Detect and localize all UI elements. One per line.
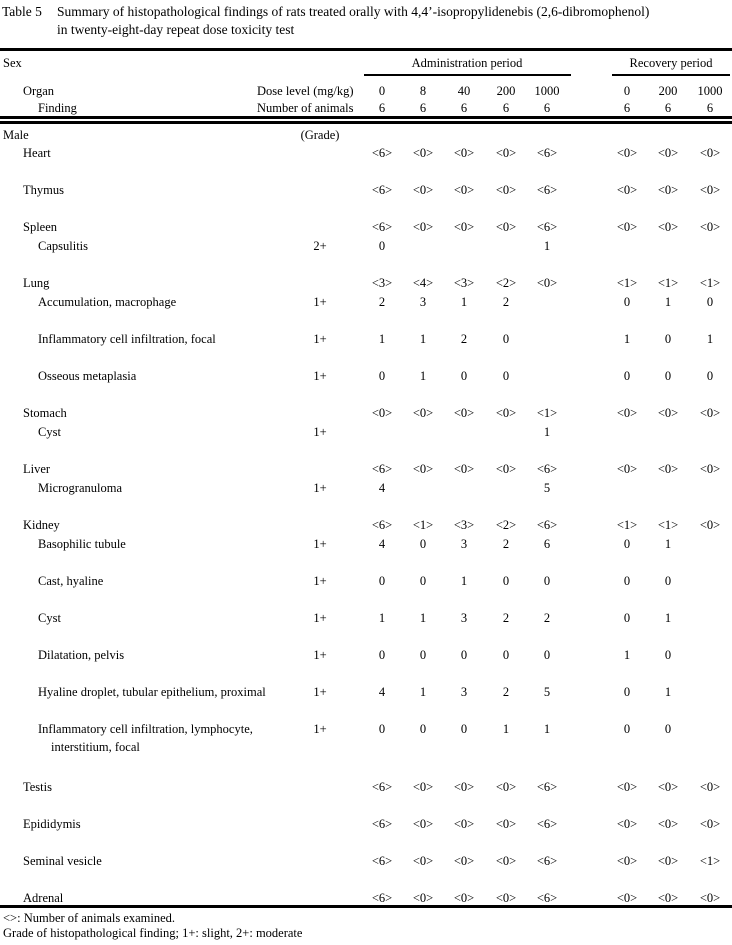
count-cell-value: <0> <box>412 220 434 234</box>
grade-value: 2+ <box>313 239 327 253</box>
count-cell-value: <0> <box>699 518 721 532</box>
count-cell-value: <0> <box>657 183 679 197</box>
admin-animal-count-value: 6 <box>378 101 386 115</box>
count-cell-value: 1 <box>502 722 510 736</box>
count-cell-value: 0 <box>664 574 672 588</box>
count-cell-value: 0 <box>502 332 510 346</box>
count-cell-value: <0> <box>657 854 679 868</box>
count-cell-value: <1> <box>536 406 558 420</box>
table-title-line1: Summary of histopathological findings of rats treated orally with 4,4’-isopropylidenebis (2,6-dibromophenol) <box>57 4 650 19</box>
count-cell-value: <4> <box>412 276 434 290</box>
finding-row-label: Accumulation, macrophage <box>38 295 177 309</box>
count-cell-value: <0> <box>699 406 721 420</box>
count-cell-value: 1 <box>419 685 427 699</box>
count-cell-value: 1 <box>460 295 468 309</box>
organ-row-label: Testis <box>23 780 52 794</box>
count-cell-value: 0 <box>460 648 468 662</box>
count-cell-value: 5 <box>543 685 551 699</box>
count-cell-value: <0> <box>412 183 434 197</box>
administration-period-header: Administration period <box>411 56 523 70</box>
count-cell-value: <0> <box>616 817 638 831</box>
sex-value: Male <box>3 128 29 142</box>
count-cell-value: <0> <box>495 462 517 476</box>
count-cell-value: 6 <box>543 537 551 551</box>
organ-row-label: Heart <box>23 146 51 160</box>
admin-dose-level-value: 40 <box>457 84 471 98</box>
count-cell-value: <0> <box>616 406 638 420</box>
count-cell-value: 0 <box>378 369 386 383</box>
count-cell-value: <2> <box>495 276 517 290</box>
table-title <box>57 3 732 39</box>
count-cell-value: <1> <box>699 854 721 868</box>
count-cell-value: <0> <box>495 406 517 420</box>
admin-dose-level-value: 0 <box>378 84 386 98</box>
header-separator-rule-upper <box>0 116 732 119</box>
count-cell-value: 0 <box>623 611 631 625</box>
count-cell-value: 1 <box>706 332 714 346</box>
count-cell-value: 1 <box>623 332 631 346</box>
count-cell-value: 0 <box>378 239 386 253</box>
count-cell-value: 1 <box>543 239 551 253</box>
recovery-animal-count-value: 6 <box>706 101 714 115</box>
count-cell-value: <0> <box>699 891 721 905</box>
count-cell-value: <0> <box>453 891 475 905</box>
finding-row-label: Capsulitis <box>38 239 89 253</box>
count-cell-value: <0> <box>495 854 517 868</box>
recovery-dose-level-value: 0 <box>623 84 631 98</box>
recovery-animal-count-value: 6 <box>623 101 631 115</box>
organ-row-label: Seminal vesicle <box>23 854 102 868</box>
count-cell-value: <0> <box>453 220 475 234</box>
count-cell-value: 0 <box>623 369 631 383</box>
table-bottom-rule <box>0 905 732 908</box>
count-cell-value: <6> <box>371 220 393 234</box>
footnote-grade-legend: Grade of histopathological finding; 1+: slight, 2+: moderate <box>3 926 303 940</box>
count-cell-value: <0> <box>699 183 721 197</box>
count-cell-value: 3 <box>419 295 427 309</box>
organ-row-label: Adrenal <box>23 891 64 905</box>
count-cell-value: 2 <box>502 295 510 309</box>
table-top-rule <box>0 48 732 51</box>
count-cell-value: 0 <box>623 574 631 588</box>
count-cell-value: <0> <box>616 462 638 476</box>
finding-row-label: Osseous metaplasia <box>38 369 137 383</box>
count-cell-value: 0 <box>664 722 672 736</box>
count-cell-value: <0> <box>657 406 679 420</box>
count-cell-value: <1> <box>657 518 679 532</box>
count-cell-value: 1 <box>419 611 427 625</box>
count-cell-value: 0 <box>419 574 427 588</box>
table-number: Table 5 <box>2 4 42 19</box>
count-cell-value: 0 <box>623 722 631 736</box>
grade-value: 1+ <box>313 648 327 662</box>
organ-row-label: Lung <box>23 276 50 290</box>
count-cell-value: 1 <box>623 648 631 662</box>
count-cell-value: <3> <box>453 518 475 532</box>
count-cell-value: 3 <box>460 537 468 551</box>
count-cell-value: <6> <box>536 891 558 905</box>
count-cell-value: <0> <box>453 817 475 831</box>
count-cell-value: <0> <box>412 406 434 420</box>
count-cell-value: <0> <box>412 817 434 831</box>
count-cell-value: <0> <box>657 891 679 905</box>
count-cell-value: <1> <box>412 518 434 532</box>
finding-row-label: Inflammatory cell infiltration, focal <box>38 332 216 346</box>
finding-column-label: Finding <box>38 101 77 115</box>
finding-row-label: Inflammatory cell infiltration, lymphocyte, <box>38 722 253 736</box>
admin-animal-count-value: 6 <box>543 101 551 115</box>
count-cell-value: 0 <box>623 537 631 551</box>
count-cell-value: <0> <box>699 462 721 476</box>
count-cell-value: <1> <box>616 518 638 532</box>
count-cell-value: <0> <box>616 780 638 794</box>
count-cell-value: 4 <box>378 537 386 551</box>
count-cell-value: <6> <box>536 854 558 868</box>
count-cell-value: <2> <box>495 518 517 532</box>
count-cell-value: <0> <box>657 780 679 794</box>
organ-row-label: Kidney <box>23 518 60 532</box>
sex-column-label: Sex <box>3 56 22 70</box>
count-cell-value: 0 <box>419 537 427 551</box>
count-cell-value: <0> <box>699 780 721 794</box>
count-cell-value: <6> <box>371 891 393 905</box>
count-cell-value: 0 <box>664 332 672 346</box>
grade-value: 1+ <box>313 369 327 383</box>
count-cell-value: <0> <box>412 854 434 868</box>
recovery-period-header: Recovery period <box>629 56 713 70</box>
admin-animal-count-value: 6 <box>460 101 468 115</box>
count-cell-value: <0> <box>453 146 475 160</box>
count-cell-value: <6> <box>536 146 558 160</box>
count-cell-value: <0> <box>495 183 517 197</box>
count-cell-value: <0> <box>657 146 679 160</box>
grade-value: 1+ <box>313 537 327 551</box>
organ-row-label: Thymus <box>23 183 64 197</box>
recovery-dose-level-value: 200 <box>658 84 678 98</box>
count-cell-value: <6> <box>536 780 558 794</box>
count-cell-value: <6> <box>536 220 558 234</box>
grade-value: 1+ <box>313 574 327 588</box>
count-cell-value: 0 <box>419 648 427 662</box>
count-cell-value: <0> <box>616 891 638 905</box>
count-cell-value: 2 <box>460 332 468 346</box>
count-cell-value: 1 <box>419 369 427 383</box>
count-cell-value: 0 <box>543 574 551 588</box>
count-cell-value: 0 <box>664 648 672 662</box>
count-cell-value: 1 <box>664 611 672 625</box>
count-cell-value: 1 <box>664 295 672 309</box>
count-cell-value: 1 <box>543 722 551 736</box>
count-cell-value: <0> <box>453 854 475 868</box>
finding-row-label: interstitium, focal <box>51 740 140 754</box>
admin-dose-level-value: 200 <box>496 84 516 98</box>
count-cell-value: <0> <box>453 462 475 476</box>
count-cell-value: <0> <box>699 146 721 160</box>
count-cell-value: <0> <box>412 891 434 905</box>
finding-row-label: Hyaline droplet, tubular epithelium, proximal <box>38 685 266 699</box>
count-cell-value: 2 <box>502 537 510 551</box>
count-cell-value: <0> <box>616 183 638 197</box>
count-cell-value: <0> <box>453 780 475 794</box>
count-cell-value: 0 <box>623 685 631 699</box>
count-cell-value: 2 <box>543 611 551 625</box>
count-cell-value: <0> <box>412 462 434 476</box>
organ-row-label: Liver <box>23 462 51 476</box>
admin-dose-level-value: 8 <box>419 84 427 98</box>
count-cell-value: <0> <box>412 146 434 160</box>
count-cell-value: 0 <box>502 574 510 588</box>
count-cell-value: 0 <box>543 648 551 662</box>
count-cell-value: <0> <box>699 220 721 234</box>
count-cell-value: 0 <box>419 722 427 736</box>
count-cell-value: <6> <box>536 518 558 532</box>
count-cell-value: <1> <box>657 276 679 290</box>
count-cell-value: <0> <box>495 817 517 831</box>
count-cell-value: <0> <box>495 146 517 160</box>
admin-dose-level-value: 1000 <box>534 84 560 98</box>
count-cell-value: <0> <box>495 220 517 234</box>
count-cell-value: 0 <box>378 574 386 588</box>
count-cell-value: 3 <box>460 611 468 625</box>
count-cell-value: 1 <box>378 332 386 346</box>
count-cell-value: <0> <box>453 406 475 420</box>
count-cell-value: 1 <box>543 425 551 439</box>
count-cell-value: 0 <box>706 295 714 309</box>
footnote-animals-examined: <>: Number of animals examined. <box>3 911 176 925</box>
count-cell-value: 4 <box>378 685 386 699</box>
table-title-line2: in twenty-eight-day repeat dose toxicity test <box>57 22 295 37</box>
finding-row-label: Cyst <box>38 611 61 625</box>
count-cell-value: 0 <box>664 369 672 383</box>
count-cell-value: 1 <box>460 574 468 588</box>
count-cell-value: <6> <box>371 817 393 831</box>
count-cell-value: 3 <box>460 685 468 699</box>
count-cell-value: 0 <box>378 722 386 736</box>
grade-value: 1+ <box>313 295 327 309</box>
grade-value: 1+ <box>313 481 327 495</box>
count-cell-value: <0> <box>699 817 721 831</box>
count-cell-value: 2 <box>378 295 386 309</box>
count-cell-value: 0 <box>502 369 510 383</box>
count-cell-value: 0 <box>706 369 714 383</box>
count-cell-value: <6> <box>371 183 393 197</box>
organ-column-label: Organ <box>23 84 55 98</box>
count-cell-value: <0> <box>412 780 434 794</box>
count-cell-value: <0> <box>657 817 679 831</box>
count-cell-value: <6> <box>371 854 393 868</box>
organ-row-label: Stomach <box>23 406 67 420</box>
count-cell-value: <6> <box>371 518 393 532</box>
count-cell-value: <0> <box>453 183 475 197</box>
count-cell-value: <0> <box>657 220 679 234</box>
count-cell-value: <0> <box>616 854 638 868</box>
count-cell-value: 1 <box>419 332 427 346</box>
dose-level-row-label: Dose level (mg/kg) <box>257 84 354 98</box>
grade-value: 1+ <box>313 611 327 625</box>
count-cell-value: 1 <box>664 537 672 551</box>
organ-row-label: Epididymis <box>23 817 81 831</box>
finding-row-label: Microgranuloma <box>38 481 123 495</box>
header-separator-rule-lower <box>0 121 732 124</box>
finding-row-label: Cast, hyaline <box>38 574 104 588</box>
count-cell-value: <6> <box>371 146 393 160</box>
count-cell-value: 0 <box>623 295 631 309</box>
grade-value: 1+ <box>313 332 327 346</box>
administration-period-underline <box>364 74 571 76</box>
count-cell-value: <0> <box>495 780 517 794</box>
finding-row-label: Basophilic tubule <box>38 537 126 551</box>
count-cell-value: <6> <box>371 780 393 794</box>
count-cell-value: 0 <box>378 648 386 662</box>
grade-value: 1+ <box>313 425 327 439</box>
count-cell-value: <0> <box>495 891 517 905</box>
count-cell-value: <3> <box>371 276 393 290</box>
number-of-animals-row-label: Number of animals <box>257 101 354 115</box>
count-cell-value: <0> <box>616 146 638 160</box>
count-cell-value: 1 <box>378 611 386 625</box>
count-cell-value: <1> <box>616 276 638 290</box>
grade-column-header: (Grade) <box>300 128 340 142</box>
count-cell-value: <6> <box>371 462 393 476</box>
count-cell-value: 2 <box>502 685 510 699</box>
grade-value: 1+ <box>313 685 327 699</box>
organ-row-label: Spleen <box>23 220 58 234</box>
count-cell-value: <0> <box>657 462 679 476</box>
recovery-dose-level-value: 1000 <box>697 84 723 98</box>
admin-animal-count-value: 6 <box>502 101 510 115</box>
count-cell-value: 4 <box>378 481 386 495</box>
count-cell-value: 0 <box>460 722 468 736</box>
count-cell-value: <0> <box>371 406 393 420</box>
recovery-animal-count-value: 6 <box>664 101 672 115</box>
count-cell-value: <0> <box>536 276 558 290</box>
recovery-period-underline <box>612 74 730 76</box>
count-cell-value: <6> <box>536 817 558 831</box>
finding-row-label: Cyst <box>38 425 61 439</box>
count-cell-value: 1 <box>664 685 672 699</box>
count-cell-value: <3> <box>453 276 475 290</box>
count-cell-value: <1> <box>699 276 721 290</box>
finding-row-label: Dilatation, pelvis <box>38 648 125 662</box>
admin-animal-count-value: 6 <box>419 101 427 115</box>
count-cell-value: <0> <box>616 220 638 234</box>
count-cell-value: 2 <box>502 611 510 625</box>
count-cell-value: 0 <box>460 369 468 383</box>
count-cell-value: <6> <box>536 462 558 476</box>
count-cell-value: <6> <box>536 183 558 197</box>
grade-value: 1+ <box>313 722 327 736</box>
count-cell-value: 5 <box>543 481 551 495</box>
count-cell-value: 0 <box>502 648 510 662</box>
